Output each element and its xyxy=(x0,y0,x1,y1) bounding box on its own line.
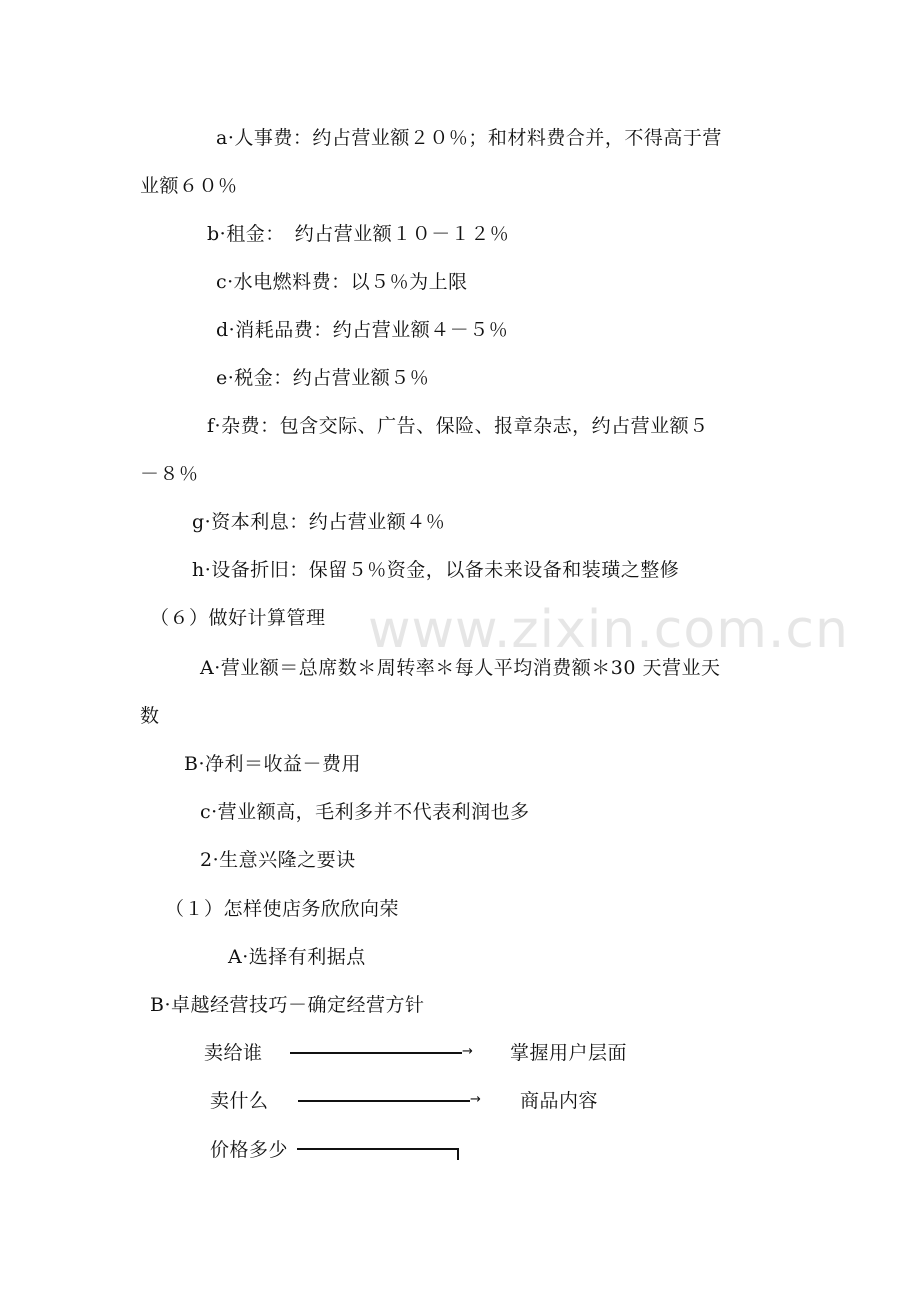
flow-row2-left: 卖什么 xyxy=(210,1090,269,1112)
flow-row3-left: 价格多少 xyxy=(210,1139,289,1161)
item-g: g·资本利息：约占营业额４％ xyxy=(192,511,446,533)
item-B-strategy: B·卓越经营技巧－确定经营方针 xyxy=(150,994,425,1016)
flow-row2-arrow-line xyxy=(298,1100,470,1102)
item-B-net-profit: B·净利＝收益－费用 xyxy=(184,753,362,775)
flow-row3-bracket-line xyxy=(297,1148,459,1150)
item-f-line-1: f·杂费：包含交际、广告、保险、报章杂志，约占营业额５ xyxy=(207,415,709,437)
section-6-heading: （６）做好计算管理 xyxy=(150,607,326,629)
item-h: h·设备折旧：保留５％资金，以备未来设备和装璜之整修 xyxy=(192,559,680,581)
flow-row1-left: 卖给谁 xyxy=(204,1042,263,1064)
flow-row2-right: 商品内容 xyxy=(520,1090,599,1112)
flow-row2-arrow-head-icon: → xyxy=(470,1092,481,1107)
item-a-line-1: a·人事费：约占营业额２０％；和材料费合并，不得高于营 xyxy=(216,127,722,149)
item-A-line-2: 数 xyxy=(140,705,160,727)
item-A-location: A·选择有利据点 xyxy=(228,946,366,968)
item-a-line-2: 业额６０％ xyxy=(140,175,238,197)
flow-row3-bracket-end xyxy=(457,1148,459,1160)
flow-row1-right: 掌握用户层面 xyxy=(510,1042,628,1064)
item-c-revenue: c·营业额高，毛利多并不代表利润也多 xyxy=(200,801,530,823)
item-e: e·税金：约占营业额５％ xyxy=(216,367,430,389)
flow-row1-arrow-head-icon: → xyxy=(462,1044,473,1059)
section-1-heading: （１）怎样使店务欣欣向荣 xyxy=(165,898,400,920)
item-f-line-2: －８％ xyxy=(140,463,199,485)
item-d: d·消耗品费：约占营业额４－５％ xyxy=(216,319,509,341)
item-A-line-1: A·营业额＝总席数＊周转率＊每人平均消费额＊30 天营业天 xyxy=(200,657,721,679)
section-2-heading: 2·生意兴隆之要诀 xyxy=(200,849,356,871)
item-c: c·水电燃料费：以５％为上限 xyxy=(216,271,468,293)
flow-row1-arrow-line xyxy=(290,1052,462,1054)
item-b: b·租金： 约占营业额１０－１２％ xyxy=(207,223,510,245)
watermark: www.zixin.com.cn xyxy=(368,600,849,660)
